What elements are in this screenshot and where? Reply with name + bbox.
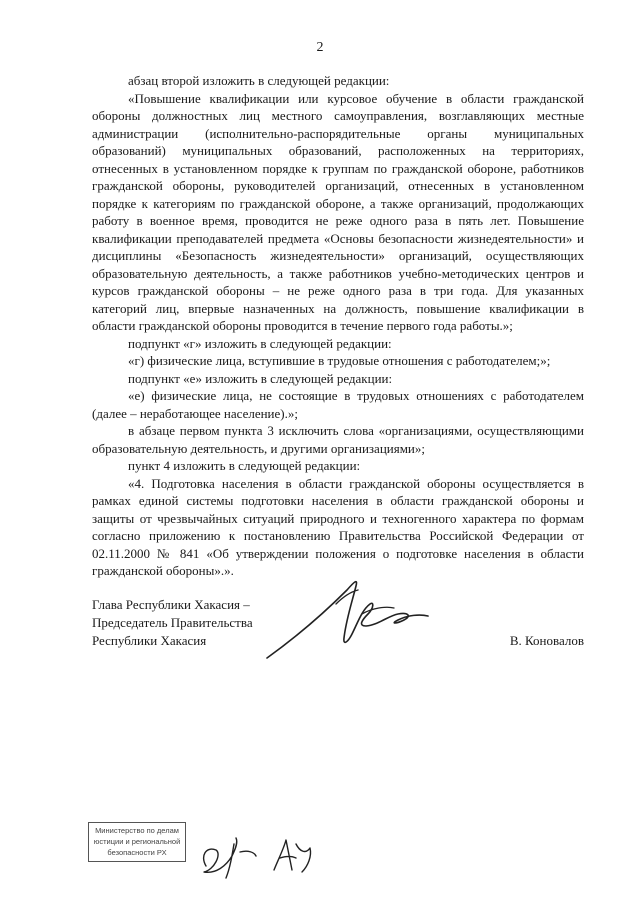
registration-stamp [88, 822, 186, 862]
signatory-title-line: Глава Республики Хакасия – [92, 597, 250, 612]
handwritten-signature [262, 570, 432, 665]
paragraph: в абзаце первом пункта 3 исключить слова «организациями, осуществляющими образовательную деятельность, и другими организациями»; [92, 423, 584, 456]
signatory-name: В. Коновалов [509, 633, 584, 648]
paragraph: «Повышение квалификации или курсовое обучение в области гражданской обороны должностных лиц местного самоуправления, возглавляющих местные администрации (исполнительно-распорядительные органы муниципальных образований) муниципальных образований, расположенных на территориях, отнесенных в установленном порядке к группам по гражданской обороне, работников гражданской обороны, руководителей организаций, отнесенных в установленном порядке к категориям по гражданской обороне, а также организаций, продолжающих работу в военное время, проводится не реже одного раза в пять лет. Повышение квалификации преподавателей предмета «Основы безопасности жизнедеятельности» и дисциплины «Безопасность жизнедеятельности» организаций, осуществляющих образовательную деятельность, а также работников учебно-методических центров и курсов гражданской обороны – не реже одного раза в три года. Для указанных категорий лиц, впервые назначенных на должность, повышение квалификации в области гражданской обороны проводится в течение первого года работы.»; [92, 90, 584, 333]
paragraph: «е) физические лица, не состоящие в трудовых отношениях с работодателем (далее – неработающее население).»; [92, 388, 584, 421]
page-number: 2 [316, 40, 324, 55]
paragraph: подпункт «е» изложить в следующей редакции: [128, 370, 393, 386]
signatory-title-line: Республики Хакасия [92, 633, 207, 648]
paragraph: «4. Подготовка населения в области гражданской обороны осуществляется в рамках единой системы подготовки населения в области гражданской обороны и защиты от чрезвычайных ситуаций природного и техногенного характера по формам согласно приложению к постановлению Правительства Российской Федерации от 02.11.2000 № 841 «Об утверждении положения о подготовке населения в области гражданской обороны».». [92, 475, 584, 578]
paragraph: «г) физические лица, вступившие в трудовые отношения с работодателем;»; [128, 353, 551, 368]
paragraph: абзац второй изложить в следующей редакции: [128, 73, 390, 88]
signatory-title [92, 596, 253, 650]
stamp-line: юстиции и региональной [93, 837, 181, 846]
paragraph: подпункт «г» изложить в следующей редакции: [128, 335, 392, 351]
stamp-line: безопасности РХ [107, 848, 167, 857]
signatory-title-line: Председатель Правительства [92, 615, 253, 630]
paragraph: пункт 4 изложить в следующей редакции: [128, 458, 361, 473]
stamp-line: Министерство по делам [95, 826, 179, 835]
handwritten-initials [196, 826, 326, 886]
document-body [92, 72, 584, 580]
